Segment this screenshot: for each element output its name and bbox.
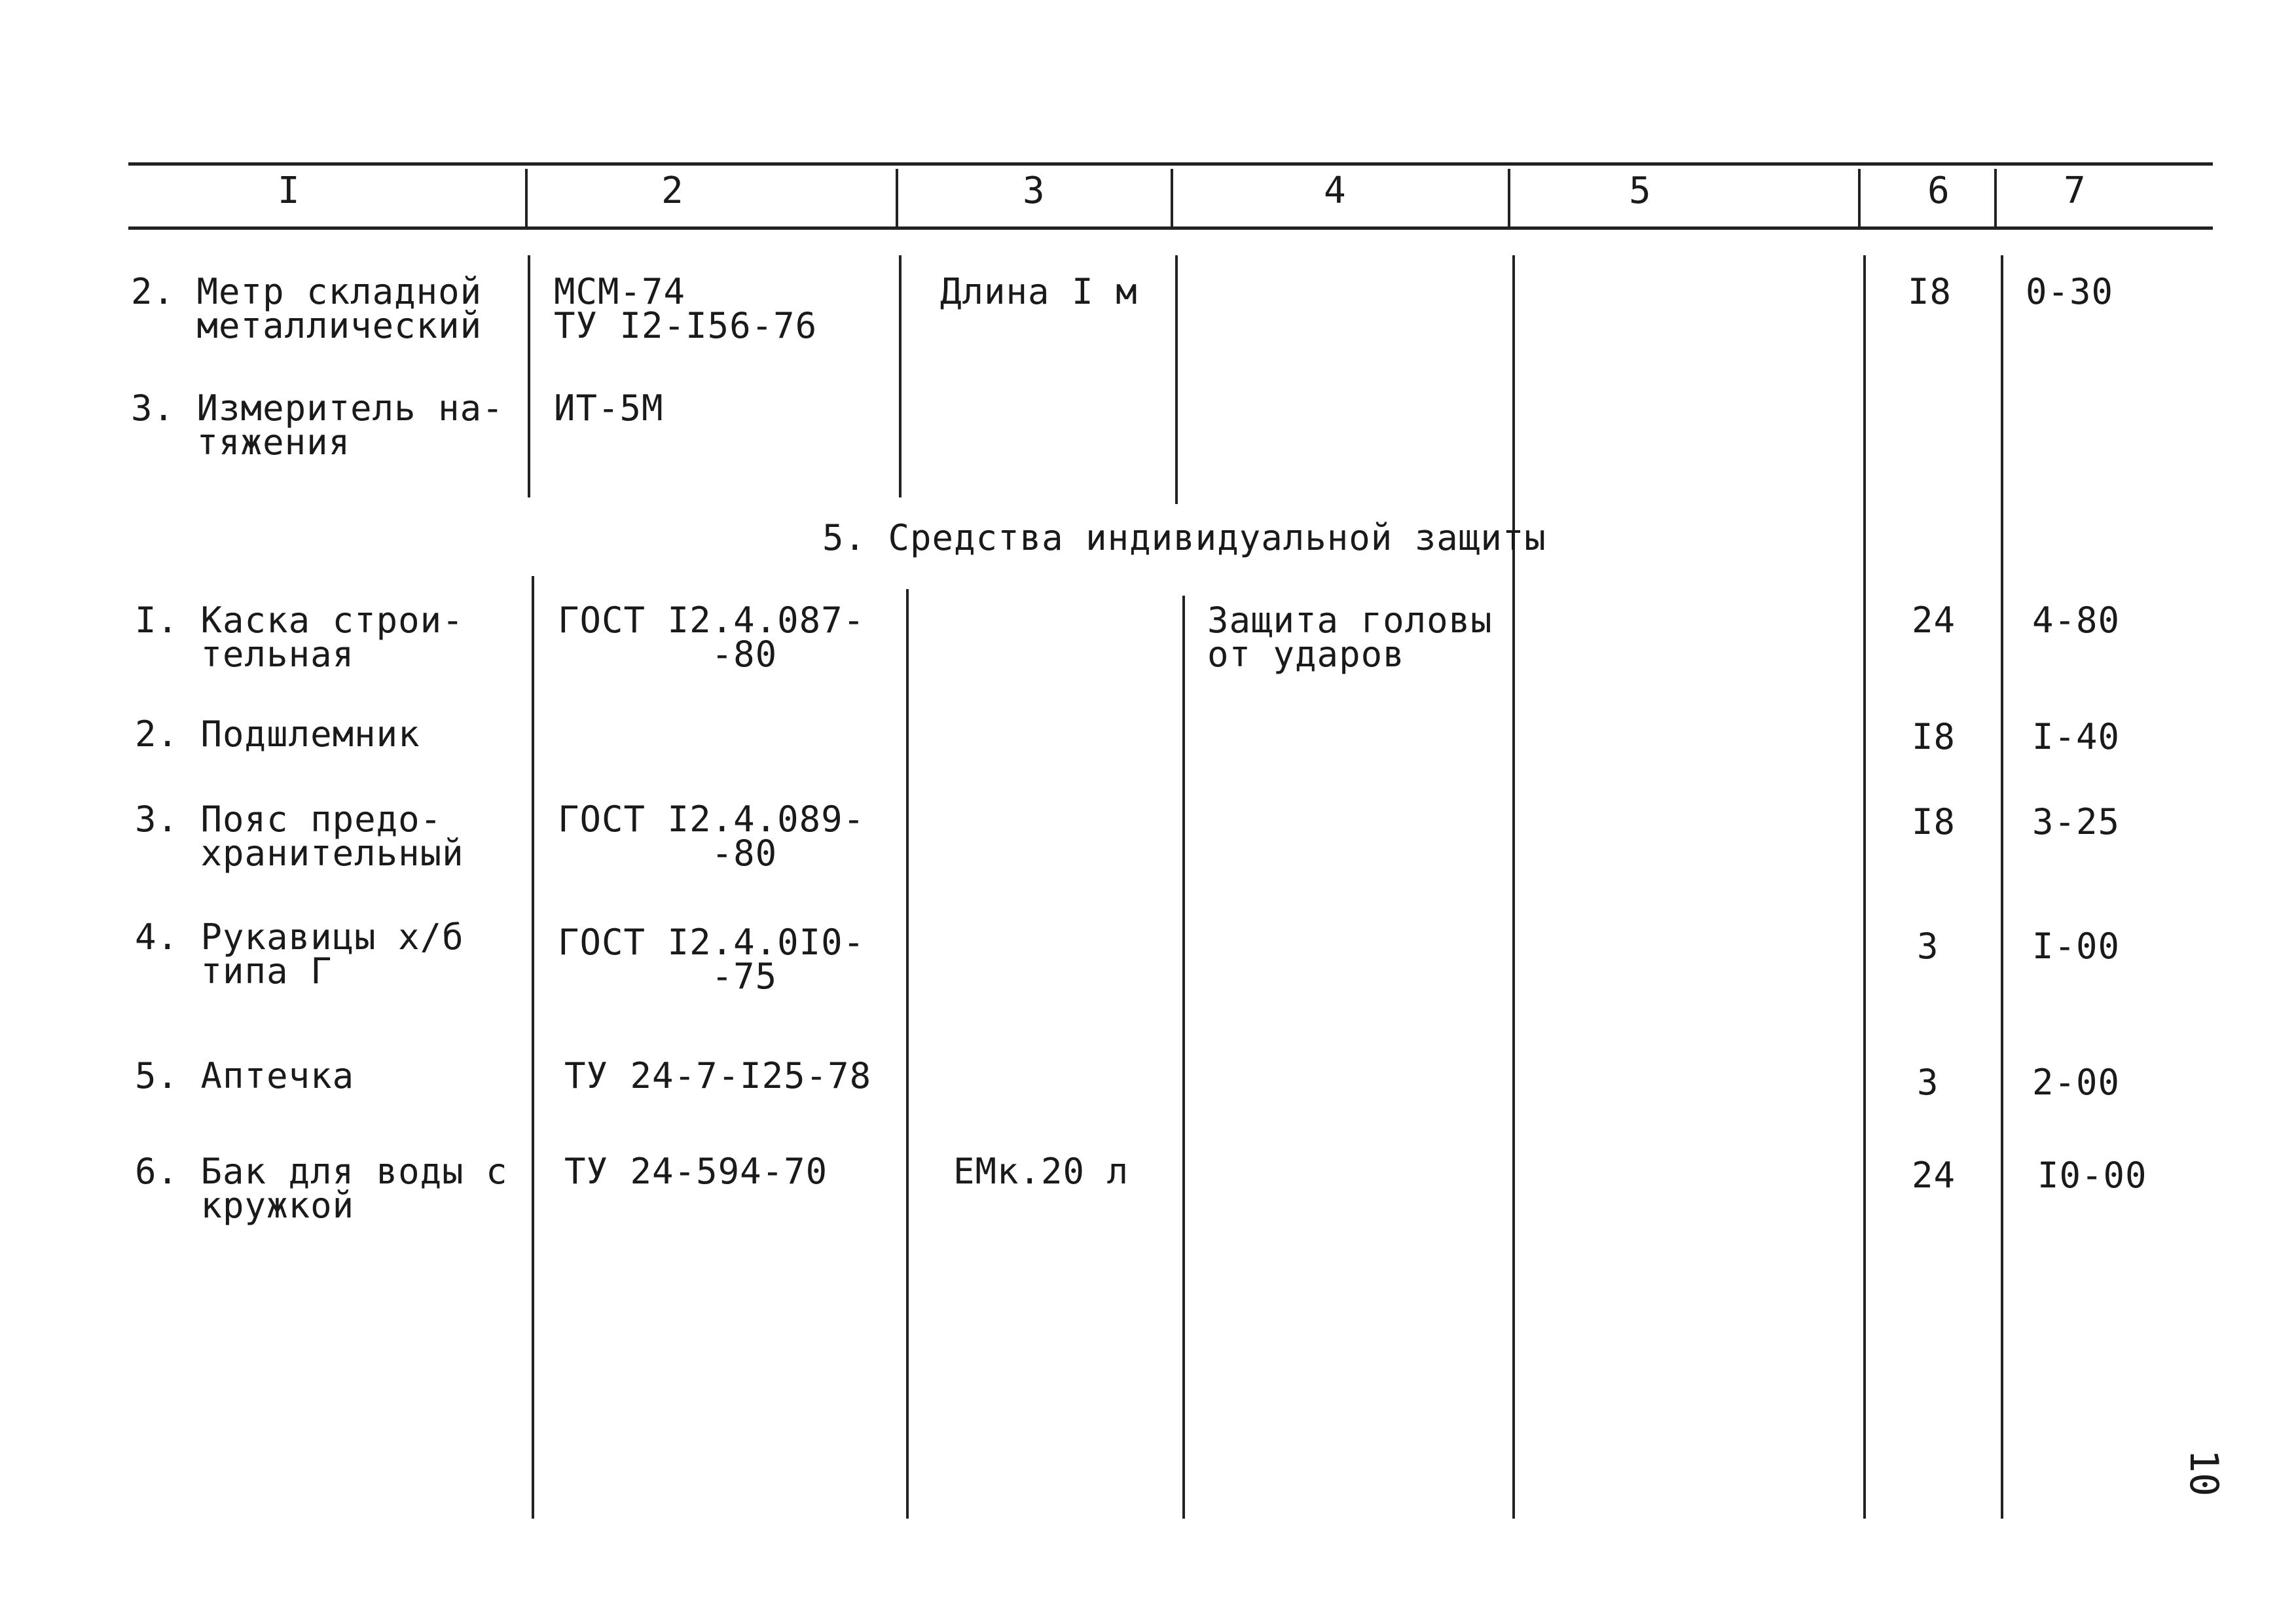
item-standard: ГОСТ I2.4.089- -80: [558, 799, 866, 874]
col-divider: [2001, 255, 2003, 1519]
col-divider: [906, 589, 909, 1519]
col-divider: [1182, 596, 1185, 1519]
col-divider: [1171, 169, 1173, 229]
item-qty: 24: [1912, 600, 1956, 641]
header-top-rule: [128, 162, 2213, 166]
item-standard: ГОСТ I2.4.087- -80: [558, 600, 866, 675]
col-divider: [896, 169, 898, 229]
col-divider: [525, 169, 528, 229]
item-name: 2. Метр складной металлический: [131, 271, 483, 346]
col-divider: [1508, 169, 1510, 229]
item-standard: ТУ 24-594-70: [564, 1151, 828, 1192]
item-standard: ТУ 24-7-I25-78: [564, 1055, 872, 1096]
col-divider: [1994, 169, 1997, 229]
column-header-5: 5: [1629, 170, 1651, 212]
item-price: 3-25: [2032, 801, 2121, 842]
column-header-1: I: [278, 170, 300, 212]
page-number: 10: [2181, 1449, 2227, 1497]
item-name: 3. Пояс предо- хранительный: [135, 799, 464, 874]
item-purpose: Защита головы от ударов: [1207, 600, 1493, 675]
item-standard: ГОСТ I2.4.0I0- -75: [558, 922, 866, 997]
item-qty: 24: [1912, 1155, 1956, 1196]
item-price: 4-80: [2032, 600, 2121, 641]
col-divider: [1858, 169, 1861, 229]
column-header-2: 2: [661, 170, 683, 212]
item-name: 6. Бак для воды с кружкой: [135, 1151, 508, 1226]
col-divider: [899, 255, 902, 497]
item-name: 5. Аптечка: [135, 1055, 355, 1096]
item-qty: I8: [1912, 801, 1956, 842]
col-divider: [1863, 255, 1866, 1519]
item-name: 4. Рукавицы х/б типа Г: [135, 916, 464, 992]
item-price: 0-30: [2026, 271, 2114, 312]
item-spec: Длина I м: [940, 271, 1138, 312]
item-standard: ИТ-5М: [554, 388, 664, 429]
col-divider: [528, 255, 530, 497]
col-divider: [532, 576, 534, 1519]
item-name: 3. Измеритель на- тяжения: [131, 388, 504, 463]
column-header-3: 3: [1023, 170, 1045, 212]
item-standard: МСМ-74 ТУ I2-I56-76: [554, 271, 818, 346]
item-qty: 3: [1917, 926, 1939, 967]
item-qty: 3: [1917, 1062, 1939, 1103]
column-header-4: 4: [1324, 170, 1346, 212]
column-header-6: 6: [1927, 170, 1950, 212]
col-divider: [1175, 255, 1178, 504]
item-price: I-40: [2032, 716, 2121, 757]
item-name: 2. Подшлемник: [135, 713, 420, 755]
item-price: I0-00: [2037, 1155, 2147, 1196]
item-price: 2-00: [2032, 1062, 2121, 1103]
item-spec: ЕМк.20 л: [953, 1151, 1129, 1192]
item-qty: I8: [1908, 271, 1952, 312]
item-qty: I8: [1912, 716, 1956, 757]
column-header-7: 7: [2064, 170, 2086, 212]
item-name: I. Каска строи- тельная: [135, 600, 464, 675]
section-title: 5. Средства индивидуальной защиты: [822, 517, 1546, 558]
col-divider: [1512, 255, 1515, 1519]
item-price: I-00: [2032, 926, 2121, 967]
